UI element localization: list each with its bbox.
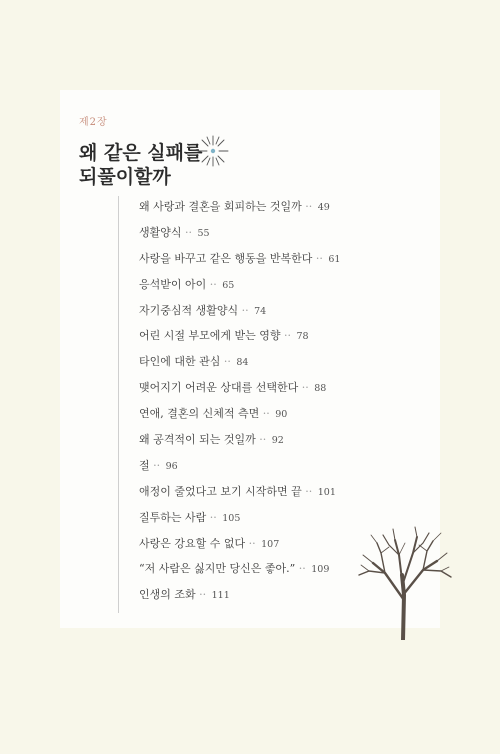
toc-entry xyxy=(139,328,340,354)
toc-leader: ·· xyxy=(220,355,235,369)
toc-leader: ·· xyxy=(255,433,270,447)
toc-entry xyxy=(139,303,340,329)
chapter-title-line2: 되풀이할까 xyxy=(79,166,171,188)
toc-entry xyxy=(139,536,340,562)
toc-leader: ·· xyxy=(206,277,221,291)
toc-leader: ·· xyxy=(245,536,260,550)
toc-entry xyxy=(139,458,340,484)
toc-leader: ·· xyxy=(195,588,210,602)
bare-tree-icon xyxy=(355,525,455,640)
toc-leader: ·· xyxy=(206,510,221,524)
toc-entry-title: 생활양식 xyxy=(139,225,182,239)
toc-entry-title: 왜 사랑과 결혼을 회피하는 것일까 xyxy=(139,200,302,213)
toc-divider xyxy=(118,196,119,613)
toc-entry-page: 61 xyxy=(328,253,341,265)
toc-entry xyxy=(139,251,340,277)
toc-entry-title: 어린 시절 부모에게 받는 영향 xyxy=(139,329,281,343)
chapter-title xyxy=(79,141,202,189)
toc-leader: ·· xyxy=(238,303,253,317)
toc-entry-page: 111 xyxy=(211,590,230,602)
toc-leader: ·· xyxy=(295,562,310,576)
toc-entry-title: 응석받이 아이 xyxy=(139,277,207,291)
toc-entry xyxy=(139,277,340,303)
sparkle-icon xyxy=(196,134,230,168)
toc-entry-title: 절 xyxy=(139,458,150,472)
toc-entry xyxy=(139,484,340,510)
toc-entry xyxy=(139,199,340,225)
toc-entry xyxy=(139,225,340,251)
toc-entry-page: 84 xyxy=(236,357,249,369)
toc-entry-page: 74 xyxy=(254,305,267,317)
toc-entry xyxy=(139,587,340,613)
toc-entry-title: 질투하는 사람 xyxy=(139,510,207,524)
toc-entry-page: 65 xyxy=(222,279,235,291)
toc-leader: ·· xyxy=(280,329,295,343)
toc-entry-title: “저 사람은 싫지만 당신은 좋아.” xyxy=(139,562,296,576)
chapter-label: 제2장 xyxy=(79,117,108,128)
toc-entry-title: 연애, 결혼의 신체적 측면 xyxy=(139,407,260,421)
toc-entry-page: 55 xyxy=(197,227,210,239)
toc-leader: ·· xyxy=(149,458,164,472)
toc-leader: ·· xyxy=(301,200,316,213)
toc-entry-title: 사랑을 바꾸고 같은 행동을 반복한다 xyxy=(139,251,313,265)
toc-leader: ·· xyxy=(301,484,316,498)
toc-entry-page: 105 xyxy=(222,512,241,524)
toc-entry-title: 사랑은 강요할 수 없다 xyxy=(139,536,246,550)
toc-entry xyxy=(139,354,340,380)
toc-entry-title: 타인에 대한 관심 xyxy=(139,355,221,369)
toc-entry-page: 49 xyxy=(317,202,330,213)
toc-entry-page: 96 xyxy=(165,460,178,472)
toc-entry xyxy=(139,561,340,587)
chapter-title-line1: 왜 같은 실패를 xyxy=(79,142,203,164)
toc-entry-page: 90 xyxy=(275,409,288,421)
toc-entry-title: 왜 공격적이 되는 것일까 xyxy=(139,433,256,447)
toc-leader: ·· xyxy=(259,407,274,421)
toc-entry-page: 107 xyxy=(261,538,280,550)
toc-entry-title: 자기중심적 생활양식 xyxy=(139,303,239,317)
toc-entry-page: 78 xyxy=(296,331,309,343)
toc-entry-title: 인생의 조화 xyxy=(139,588,196,602)
toc-entry xyxy=(139,432,340,458)
toc-entry-page: 88 xyxy=(314,383,327,395)
toc-entry-title: 애정이 줄었다고 보기 시작하면 끝 xyxy=(139,484,302,498)
toc-leader: ·· xyxy=(312,251,327,265)
toc-leader: ·· xyxy=(298,381,313,395)
toc-entry-title: 맺어지기 어려운 상대를 선택한다 xyxy=(139,381,299,395)
toc-entry xyxy=(139,406,340,432)
toc-entry-page: 109 xyxy=(311,564,330,576)
toc-entry xyxy=(139,510,340,536)
toc-entry-page: 101 xyxy=(317,486,336,498)
toc-entry xyxy=(139,380,340,406)
table-of-contents xyxy=(139,199,340,613)
toc-leader: ·· xyxy=(181,225,196,239)
toc-entry-page: 92 xyxy=(271,435,284,447)
